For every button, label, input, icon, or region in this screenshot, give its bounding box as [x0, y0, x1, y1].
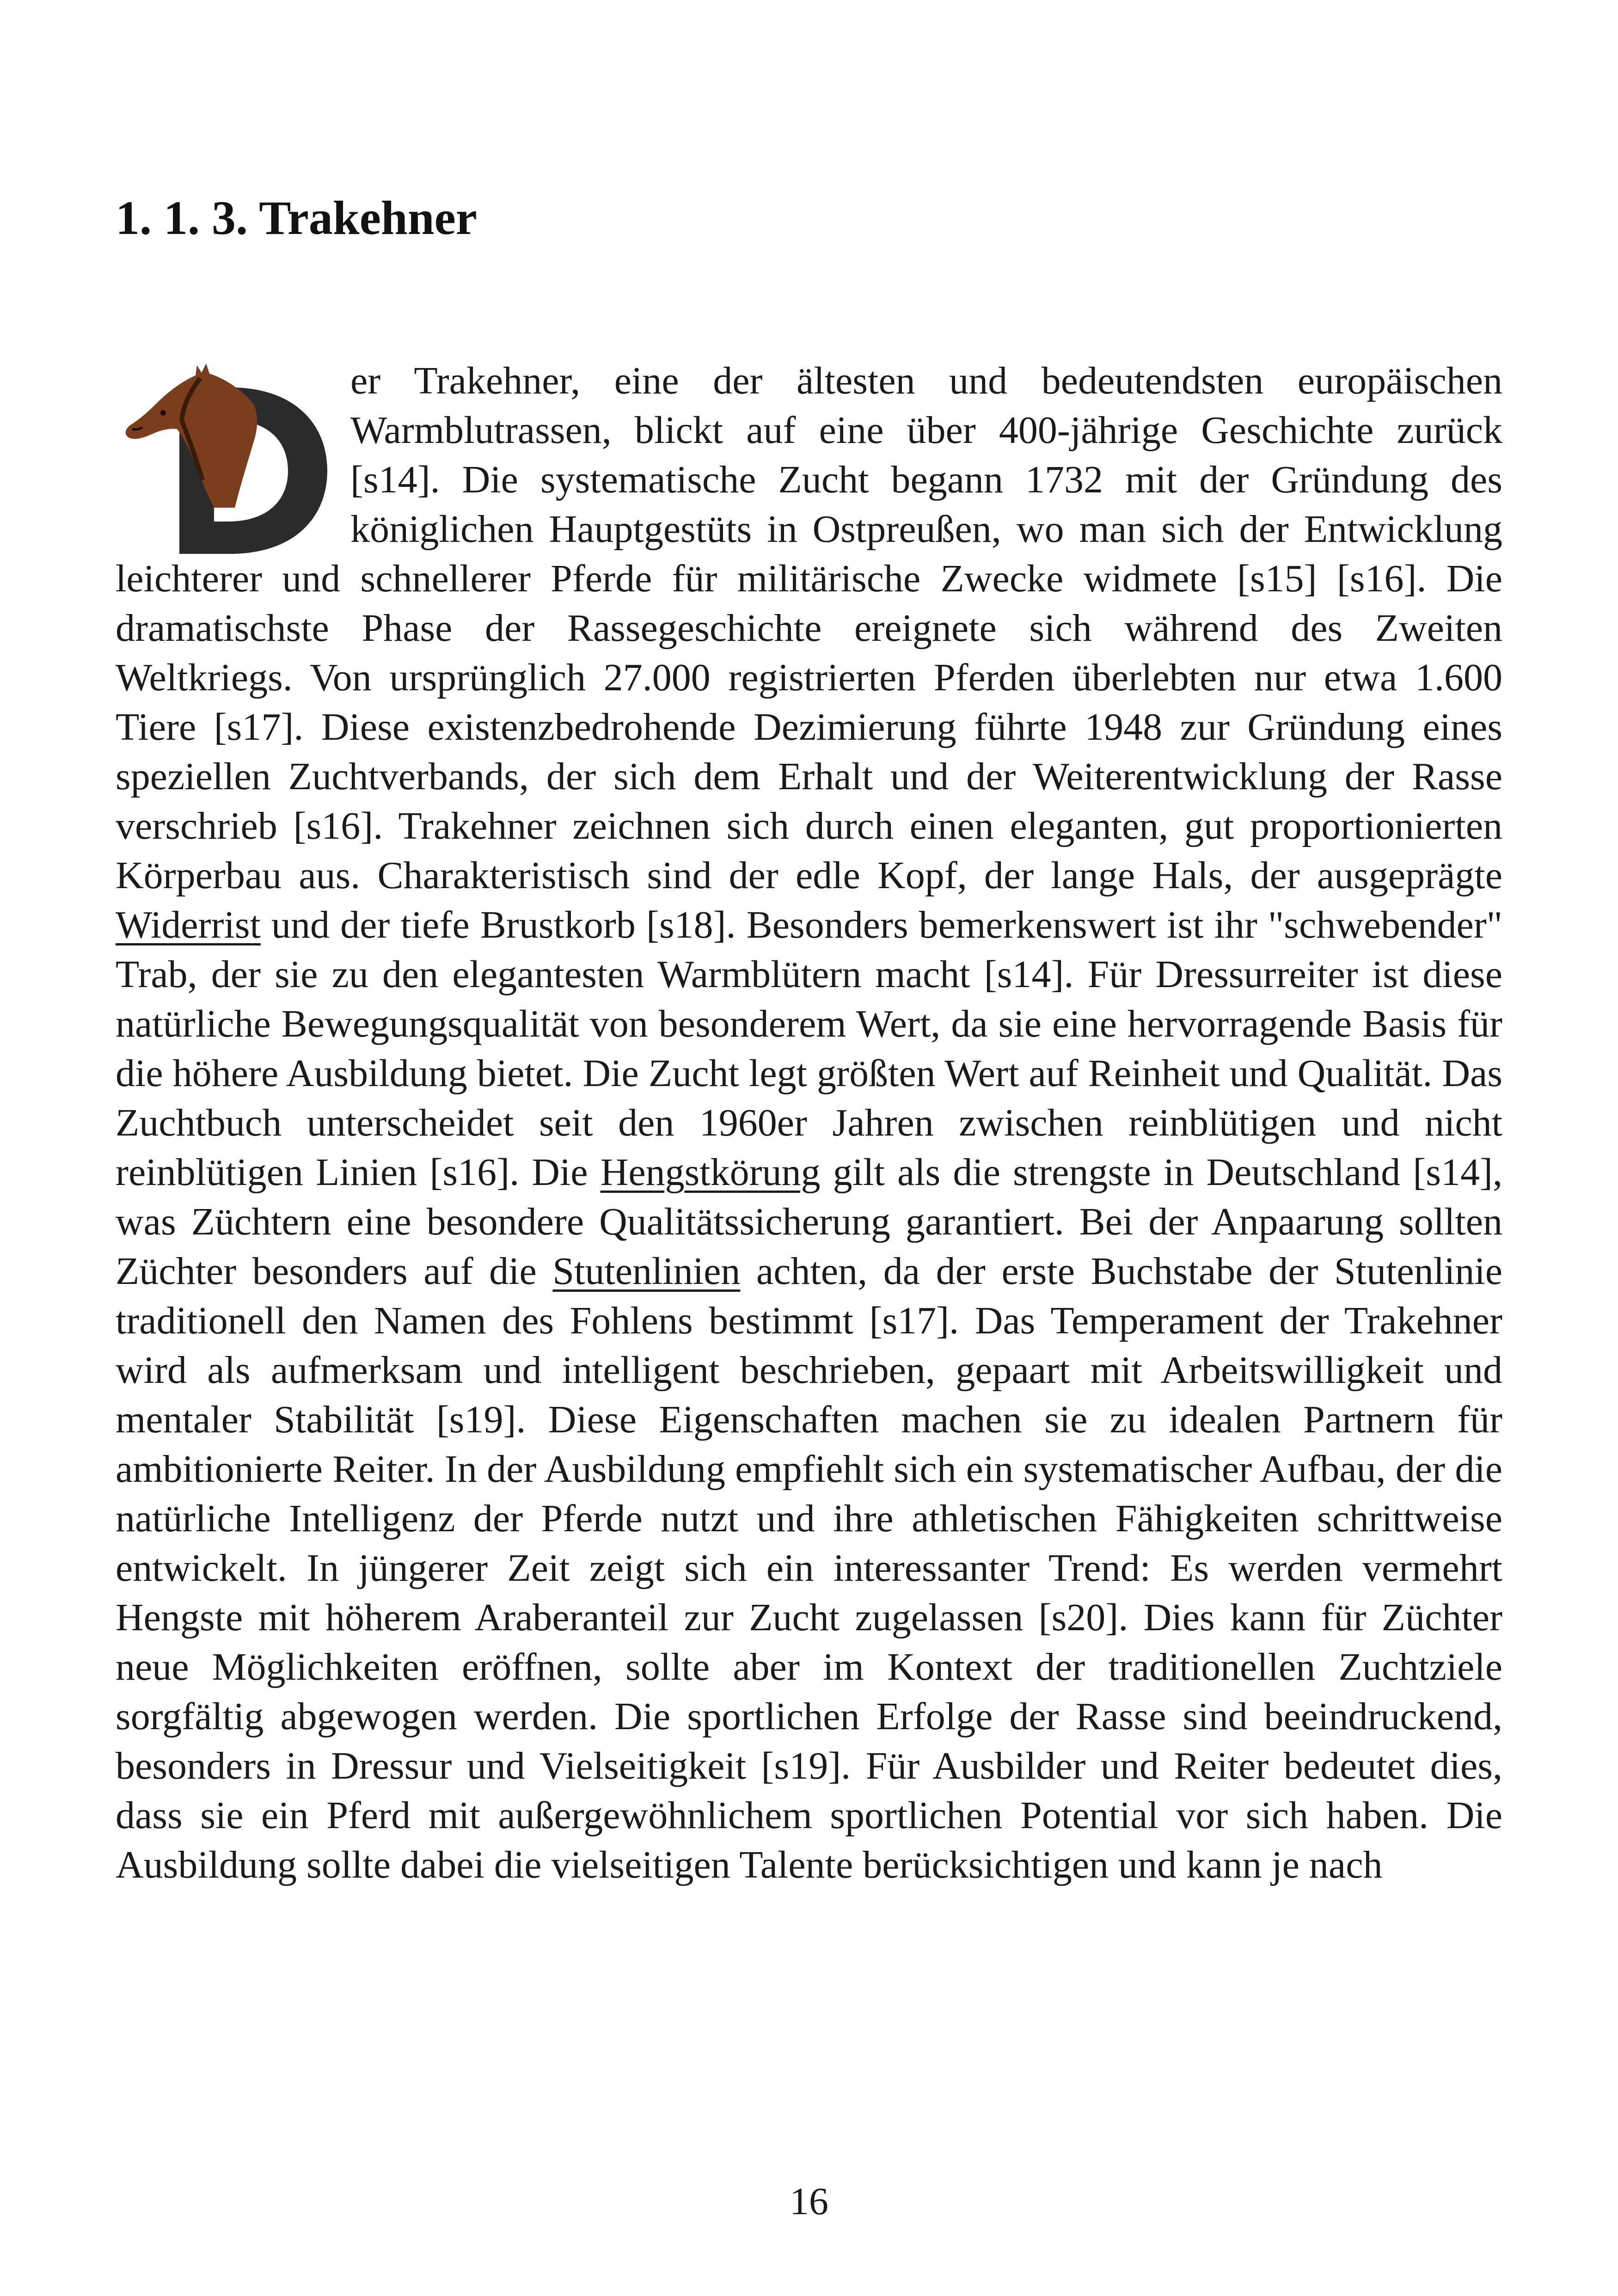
dropcap-illustration [115, 360, 337, 554]
paragraph-part-4: achten, da der erste Buchstabe der Stutenlinie traditionell den Namen des Fohlens bestimmt [s17]. Das Temperament der Trakehner wird als aufmerksam und intelligent beschrieben, gepaart mit Arbeitswilligkeit und mentaler Stabilität [s19]. Diese Eigenschaften machen sie zu idealen Partnern für ambitionierte Reiter. In der Ausbildung empfiehlt sich ein systematischer Aufbau, der die natürliche Intelligenz der Pferde nutzt und ihre athletischen Fähigkeiten schrittweise entwickelt. In jüngerer Zeit zeigt sich ein interessanter Trend: Es werden vermehrt Hengste mit höherem Araberanteil zur Zucht zugelassen [s20]. Dies kann für Züchter neue Möglichkeiten eröffnen, sollte aber im Kontext der traditionellen Zuchtziele sorgfältig abgewogen werden. Die sportlichen Erfolge der Rasse sind beeindruckend, besonders in Dressur und Vielseitigkeit [s19]. Für Ausbilder und Reiter bedeutet dies, dass sie ein Pferd mit außergewöhnlichem sportlichen Potential vor sich haben. Die Ausbildung sollte dabei die vielseitigen Talente berücksichtigen und kann je nach [116, 1250, 1503, 1886]
dropcap [115, 360, 337, 554]
paragraph-part-3: gilt als die strengste in Deutschland [s14], was Züchtern eine besondere Qualitätssicherung garantiert. Bei der Anpaarung sollten Züchter besonders auf die [116, 1151, 1503, 1293]
body-text [116, 356, 1502, 1890]
glossary-link-hengstkoerung[interactable]: Hengstkörung [600, 1151, 821, 1194]
paragraph-part-1: er Trakehner, eine der ältesten und bedeutendsten europäischen Warmblutrassen, blickt auf eine über 400-jährige Geschichte zurück [s14]. Die systematische Zucht begann 1732 mit der Gründung des königlichen Hauptgestüts in Ostpreußen, wo man sich der Entwicklung leichterer und schnellerer Pferde für militärische Zwecke widmete [s15] [s16]. Die dramatischste Phase der Rassegeschichte ereignete sich während des Zweiten Weltkriegs. Von ursprünglich 27.000 registrierten Pferden überlebten nur etwa 1.600 Tiere [s17]. Diese existenzbedrohende Dezimierung führte 1948 zur Gründung eines speziellen Zuchtverbands, der sich dem Erhalt und der Weiterentwicklung der Rasse verschrieb [s16]. Trakehner zeichnen sich durch einen eleganten, gut proportionierten Körperbau aus. Charakteristisch sind der edle Kopf, der lange Hals, der ausgeprägte [116, 359, 1502, 897]
glossary-link-widerrist[interactable]: Widerrist [116, 903, 261, 946]
page-number: 16 [790, 2180, 828, 2223]
paragraph-part-2: und der tiefe Brustkorb [s18]. Besonders bemerkenswert ist ihr "schwebender" Trab, der sie zu den elegantesten Warmblütern macht [s14]. Für Dressurreiter ist diese natürliche Bewegungsqualität von besonderem Wert, da sie eine hervorragende Basis für die höhere Ausbildung bietet. Die Zucht legt größten Wert auf Reinheit und Qualität. Das Zuchtbuch unterscheidet seit den 1960er Jahren zwischen reinblütigen und nicht reinblütigen Linien [s16]. Die [116, 903, 1503, 1194]
section-heading: 1. 1. 3. Trakehner [116, 191, 477, 245]
glossary-link-stutenlinien[interactable]: Stutenlinien [552, 1250, 741, 1293]
